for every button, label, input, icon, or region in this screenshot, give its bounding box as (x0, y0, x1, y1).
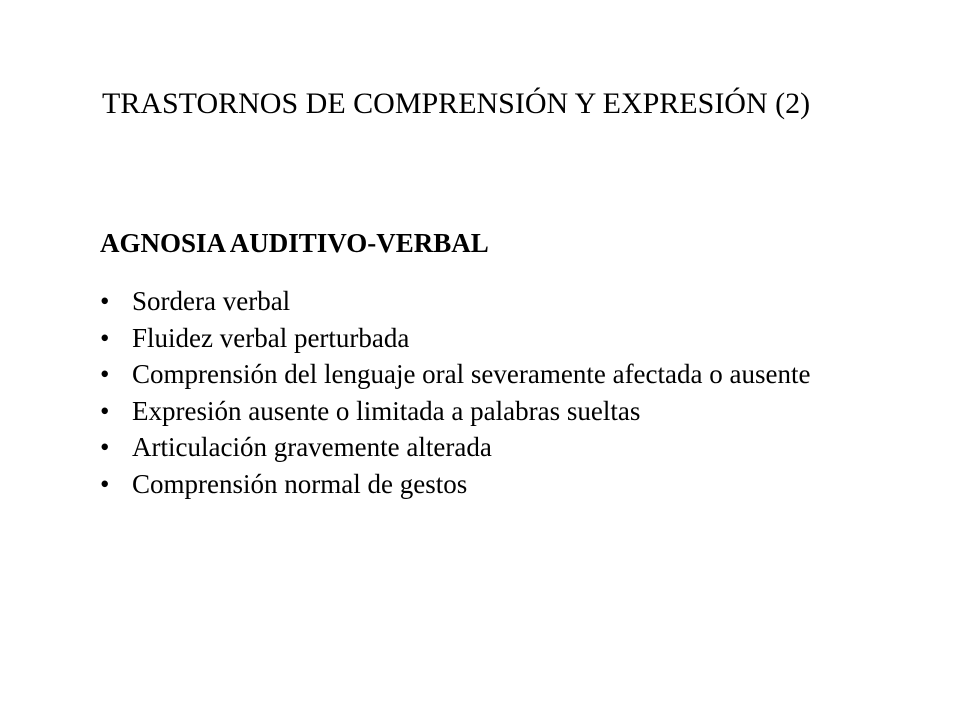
bullet-item (100, 466, 860, 503)
bullet-text: Comprensión del lenguaje oral severamente afectada o ausente (132, 359, 811, 389)
bullet-item (100, 320, 860, 357)
bullet-icon: • (100, 432, 110, 462)
bullet-icon: • (100, 395, 110, 426)
bullet-icon: • (100, 359, 110, 389)
bullet-icon: • (100, 286, 110, 316)
bullet-icon: • (100, 322, 110, 353)
bullet-text: Sordera verbal (132, 286, 291, 316)
bullet-text: Expresión ausente o limitada a palabras sueltas (132, 395, 641, 426)
bullet-item (100, 393, 860, 430)
bullet-item (100, 356, 860, 393)
bullet-icon: • (100, 468, 110, 499)
bullet-text: Comprensión normal de gestos (132, 468, 468, 499)
section-heading: AGNOSIA AUDITIVO-VERBAL (100, 228, 489, 258)
bullet-text: Fluidez verbal perturbada (132, 322, 410, 353)
bullet-item (100, 429, 860, 466)
bullet-item (100, 283, 860, 320)
slide-title: TRASTORNOS DE COMPRENSIÓN Y EXPRESIÓN (2) (102, 87, 811, 120)
bullet-list (100, 283, 860, 502)
bullet-text: Articulación gravemente alterada (132, 432, 492, 462)
